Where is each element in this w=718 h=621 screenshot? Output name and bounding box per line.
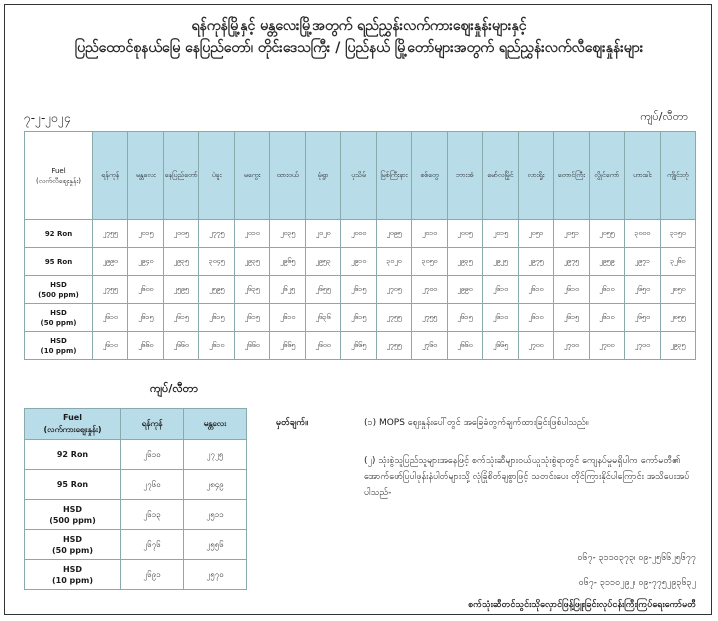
- price-cell: ၂၆၅၀: [625, 304, 660, 332]
- price-cell: ၂၉၅၉: [589, 248, 624, 276]
- price-cell: ၂၇၀၀: [625, 332, 660, 360]
- price-cell: ၂၉၉၀: [447, 276, 482, 304]
- fuel-name-line: 92 Ron: [56, 450, 89, 459]
- price-cell: ၂၆၀၀: [128, 276, 163, 304]
- date: ၇-၂-၂၀၂၄: [24, 111, 71, 125]
- fuel-header-line: (လက်လီဈေးနှုန်း): [36, 176, 81, 185]
- retail-header-row: [25, 132, 696, 220]
- price-cell-yangon: ၂၆၉၁: [121, 560, 184, 590]
- price-cell: ၃၀၄၅: [199, 248, 234, 276]
- price-cell: ၂၅၉၅: [199, 276, 234, 304]
- price-cell: ၂၆၁၀: [589, 276, 624, 304]
- price-cell: ၂၈၅၅: [660, 304, 696, 332]
- price-cell: ၂၆၆၀: [163, 332, 198, 360]
- price-cell: ၂၀၀၅: [447, 220, 482, 248]
- fuel-name-line: (500 ppm): [38, 290, 79, 299]
- price-cell: ၂၀၅၅: [589, 220, 624, 248]
- price-cell: ၂၉၃၅: [163, 248, 198, 276]
- fuel-header-line: (လက်ကားဈေးနှုန်း): [43, 425, 102, 434]
- price-cell: ၂၇၅၅: [376, 332, 411, 360]
- price-cell: ၂၆၁၀: [518, 276, 553, 304]
- retail-fuel-header: [25, 132, 93, 220]
- phone-line-1: ၀၆၇- ၃၁၁၀၃၇၃၊ ၀၉-၂၅၆၆၂၅၆၇၇: [577, 553, 696, 563]
- fuel-name-cell: [25, 248, 93, 276]
- price-cell: ၂၀၂၀: [305, 220, 340, 248]
- price-cell: ၃၀၂၀: [376, 248, 411, 276]
- fuel-name-line: HSD: [50, 336, 67, 345]
- price-cell: ၃၀၅၀: [412, 248, 447, 276]
- table-row: [25, 220, 696, 248]
- city-header: ဟားခါး: [625, 132, 660, 220]
- table-row: [25, 560, 247, 590]
- price-cell: ၂၉၇၁: [625, 248, 660, 276]
- price-cell: ၂၆၃၅: [234, 276, 269, 304]
- price-cell: ၂၆၁၀: [270, 304, 305, 332]
- price-cell-yangon: ၂၆၁၃: [121, 500, 184, 530]
- price-cell-mandalay: ၂၅၁၁: [184, 500, 247, 530]
- price-cell: ၂၆၆၅: [270, 332, 305, 360]
- price-cell: ၂၆၁၅: [234, 304, 269, 332]
- price-cell: ၃၁၅၀: [660, 220, 696, 248]
- fuel-name-line: 95 Ron: [44, 257, 73, 266]
- price-cell: ၂၆၁၀: [554, 276, 589, 304]
- fuel-name-cell: [25, 332, 93, 360]
- fuel-name-line: HSD: [50, 308, 67, 317]
- price-cell: ၂၆၁၀: [518, 304, 553, 332]
- price-cell: ၂၇၅၅: [93, 276, 128, 304]
- price-cell: ၂၀၉၅: [376, 220, 411, 248]
- price-cell: ၂၆၁၅: [554, 304, 589, 332]
- table-row: [25, 530, 247, 560]
- fuel-name-line: 95 Ron: [56, 480, 89, 489]
- city-header: ပဲခူး: [199, 132, 234, 220]
- price-cell: ၂၉၃၅: [447, 248, 482, 276]
- price-cell: ၂၆၁၀: [93, 304, 128, 332]
- price-cell: ၂၆၃၆: [305, 304, 340, 332]
- price-cell: ၂၆၁၅: [199, 304, 234, 332]
- price-cell: ၂၆၁၅: [447, 304, 482, 332]
- committee-signature: စက်သုံးဆီတင်သွင်းသိုလှောင်ဖြန့်ဖြူးခြင်းလုပ်ငန်းကြီးကြပ်ရေးကော်မတီ: [468, 600, 696, 610]
- price-cell: ၂၇၅၅: [412, 304, 447, 332]
- fuel-header-line: Fuel: [63, 413, 82, 422]
- fuel-name-line: HSD: [62, 534, 83, 544]
- price-cell: ၂၀၃၅: [270, 220, 305, 248]
- price-cell: ၂၆၁၀: [589, 304, 624, 332]
- price-cell-yangon: ၂၆၇၆: [121, 530, 184, 560]
- price-cell: ၂၆၅၅: [305, 276, 340, 304]
- fuel-name-cell: [25, 530, 121, 560]
- price-cell: ၂၈၅၀: [660, 276, 696, 304]
- city-header: ကျိုင်းတုံ: [660, 132, 696, 220]
- price-cell: ၂၀၁၀: [412, 220, 447, 248]
- price-cell: ၂၇၇၅: [199, 220, 234, 248]
- city-header: မန္တလေး: [128, 132, 163, 220]
- price-cell: ၂၆၁၅: [128, 304, 163, 332]
- price-cell-mandalay: ၂၅၇၀: [184, 560, 247, 590]
- price-cell-mandalay: ၂၈၄၉: [184, 470, 247, 500]
- price-cell: ၂၉၂၅: [483, 248, 518, 276]
- city-header: လားရှိုး: [518, 132, 553, 220]
- price-cell: ၂၉၁၀: [341, 248, 376, 276]
- price-cell-yangon: ၂၇၆၀: [121, 470, 184, 500]
- price-cell: ၂၆၆၅: [483, 332, 518, 360]
- price-cell: ၂၆၆၀: [234, 332, 269, 360]
- price-cell: ၂၆၆၀: [128, 332, 163, 360]
- city-header: တောင်ကြီး: [554, 132, 589, 220]
- city-header: မကွေး: [234, 132, 269, 220]
- price-cell: ၂၆၂၅: [270, 276, 305, 304]
- price-cell: ၂၇၅၅: [376, 304, 411, 332]
- price-cell: ၂၀၀၀: [341, 220, 376, 248]
- city-header: မော်လမြိုင်: [483, 132, 518, 220]
- wholesale-header-row: [25, 409, 247, 440]
- price-cell: ၂၅၉၅: [163, 276, 198, 304]
- notes-label: မှတ်ချက်။: [276, 418, 308, 428]
- city-header: လွိုင်ကော်: [589, 132, 624, 220]
- price-cell: ၂၆၁၀: [483, 276, 518, 304]
- table-row: [25, 332, 696, 360]
- price-cell: ၂၉၆၅: [270, 248, 305, 276]
- price-cell-mandalay: ၂၅၅၆: [184, 530, 247, 560]
- price-cell: ၂၀၁၅: [483, 220, 518, 248]
- fuel-header-line: Fuel: [51, 166, 66, 175]
- fuel-name-line: (10 ppm): [40, 346, 77, 355]
- fuel-name-cell: [25, 304, 93, 332]
- price-cell: ၂၇၅၅: [93, 220, 128, 248]
- table-row: [25, 304, 696, 332]
- price-cell: ၂၇၀၀: [412, 276, 447, 304]
- price-cell: ၂၉၃၅: [660, 332, 696, 360]
- price-cell: ၂၆၁၀: [199, 332, 234, 360]
- note-item-1: (၁) MOPS ဈေးနှုန်းပေါ်တွင် အခြေခံတွက်ချက်ထားခြင်းဖြစ်ပါသည်။: [364, 418, 589, 428]
- price-cell: ၂၇၆၀: [412, 332, 447, 360]
- fuel-name-line: 92 Ron: [44, 229, 73, 238]
- city-header: ပုသိမ်: [341, 132, 376, 220]
- page-title-line2: ပြည်ထောင်စုနယ်မြေ နေပြည်တော်၊ တိုင်းဒေသကြီး / ပြည်နယ် မြို့တော်များအတွက် ရည်ညွှန်းလက်လီဈေးနှုန်းများ: [74, 40, 644, 56]
- fuel-name-line: HSD: [50, 280, 67, 289]
- price-cell: ၂၉၄၀: [128, 248, 163, 276]
- fuel-name-cell: [25, 500, 121, 530]
- price-cell: ၂၇၀၀: [518, 332, 553, 360]
- table-row: [25, 500, 247, 530]
- fuel-name-cell: [25, 440, 121, 470]
- price-cell: ၂၆၅၀: [625, 276, 660, 304]
- price-cell: ၂၉၇၅: [554, 248, 589, 276]
- retail-price-table: [24, 131, 696, 360]
- city-header: ရန်ကုန်: [93, 132, 128, 220]
- price-cell: ၂၀၁၅: [128, 220, 163, 248]
- price-cell: ၂၇၀၀: [589, 332, 624, 360]
- price-cell: ၂၆၁၀: [93, 332, 128, 360]
- city-header: မုံရွာ: [305, 132, 340, 220]
- price-cell-mandalay: ၂၇၂၅: [184, 440, 247, 470]
- price-cell: ၂၉၉၀: [93, 248, 128, 276]
- wholesale-fuel-header: [25, 409, 121, 440]
- city-header: နေပြည်တော်: [163, 132, 198, 220]
- fuel-name-line: (50 ppm): [51, 545, 94, 555]
- price-cell: ၂၆၀၀: [305, 332, 340, 360]
- price-cell-yangon: ၂၆၁၀: [121, 440, 184, 470]
- fuel-name-line: (10 ppm): [51, 575, 94, 585]
- price-cell: ၂၉၃၅: [234, 248, 269, 276]
- price-cell: ၂၀၅၁: [554, 220, 589, 248]
- city-header: မြစ်ကြီးနား: [376, 132, 411, 220]
- price-cell: ၂၀၅၁: [518, 220, 553, 248]
- price-cell: ၂၆၁၅: [163, 304, 198, 332]
- price-cell: ၂၆၁၅: [341, 304, 376, 332]
- fuel-name-cell: [25, 560, 121, 590]
- city-header: ဘားအံ: [447, 132, 482, 220]
- price-cell: ၂၆၆၀: [447, 332, 482, 360]
- table-row: [25, 440, 247, 470]
- price-cell: ၂၇၀၅: [376, 276, 411, 304]
- table-row: [25, 470, 247, 500]
- page-title-line1: ရန်ကုန်မြို့နှင့် မန္တလေးမြို့အတွက် ရည်ညွှန်းလက်ကားဈေးနှုန်းများနှင့်: [191, 18, 527, 34]
- fuel-name-cell: [25, 276, 93, 304]
- price-cell: ၃၀၀၀: [625, 220, 660, 248]
- table-row: [25, 276, 696, 304]
- city-header: ထားဝယ်: [270, 132, 305, 220]
- table-row: [25, 248, 696, 276]
- price-cell: ၂၇၀၀: [554, 332, 589, 360]
- retail-unit: ကျပ်/လီတာ: [640, 110, 688, 123]
- price-cell: ၂၆၆၅: [341, 332, 376, 360]
- wholesale-col-mandalay: မန္တလေး: [184, 409, 247, 440]
- price-cell: ၂၆၁၀: [483, 304, 518, 332]
- fuel-name-line: HSD: [62, 504, 83, 514]
- price-cell: ၂၀၁၀: [234, 220, 269, 248]
- fuel-name-line: HSD: [62, 564, 83, 574]
- fuel-name-cell: [25, 220, 93, 248]
- price-cell: ၂၆၁၅: [341, 276, 376, 304]
- note-item-2: (၂) သုံးစွဲသူပြည်သူများအနေဖြင့် စက်သုံးဆီများဝယ်ယူသုံးစွဲရာတွင် ကျေနပ်မှုမရှိပါက ကော်မတီ၏ အောက်ဖော်ပြပါဖုန်းနံပါတ်များသို့ လုံခြုံစိတ်ချစွာဖြင့် သတင်းပေး တိုင်ကြားနိုင်ပါကြောင်း အသိပေးအပ်ပါသည်-: [364, 456, 690, 498]
- price-cell: ၂၉၅၃: [305, 248, 340, 276]
- fuel-name-line: (50 ppm): [40, 318, 77, 327]
- fuel-name-cell: [25, 470, 121, 500]
- city-header: စစ်တွေ: [412, 132, 447, 220]
- phone-line-2: ၀၆၇- ၃၁၁၀၂၉၂၊ ၀၉-၇၇၅၂၉၃၆၃၂: [578, 578, 696, 588]
- fuel-name-line: (500 ppm): [49, 515, 96, 525]
- price-cell: ၂၉၇၅: [518, 248, 553, 276]
- price-cell: ၃၂၆၀: [660, 248, 696, 276]
- wholesale-price-table: [24, 408, 247, 590]
- wholesale-col-yangon: ရန်ကုန်: [121, 409, 184, 440]
- wholesale-unit: ကျပ်/လီတာ: [150, 382, 198, 395]
- price-cell: ၂၀၀၅: [163, 220, 198, 248]
